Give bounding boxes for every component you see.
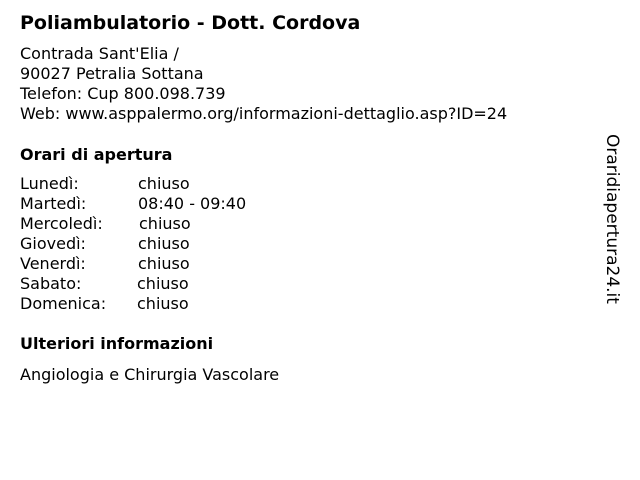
site-watermark: Oraridiapertura24.it [602,134,622,304]
phone-number: Telefon: Cup 800.098.739 [20,84,226,103]
address-block [20,44,507,124]
hours-day: Giovedì: [20,234,86,253]
hours-time: chiuso [137,294,189,313]
website-link[interactable]: Web: www.asppalermo.org/informazioni-dettaglio.asp?ID=24 [20,104,508,123]
opening-hours-heading: Orari di apertura [20,145,173,164]
hours-time: 08:40 - 09:40 [138,194,247,213]
hours-time: chiuso [138,234,190,253]
hours-day: Sabato: [20,274,82,293]
hours-time: chiuso [138,174,190,193]
hours-day: Venerdì: [20,254,86,273]
hours-row-sunday [20,294,189,314]
opening-hours-table [20,174,247,314]
hours-row-saturday [20,274,189,294]
hours-row-thursday [20,234,190,254]
address-street: Contrada Sant'Elia / [20,44,179,63]
hours-day: Lunedì: [20,174,79,193]
hours-time: chiuso [139,214,191,233]
hours-row-friday [20,254,190,274]
further-info-heading: Ulteriori informazioni [20,334,214,353]
hours-row-wednesday [20,214,191,234]
address-city: 90027 Petralia Sottana [20,64,204,83]
further-info-text: Angiologia e Chirurgia Vascolare [20,365,280,384]
hours-day: Domenica: [20,294,107,313]
page-title: Poliambulatorio - Dott. Cordova [20,12,361,34]
hours-time: chiuso [137,274,189,293]
hours-time: chiuso [138,254,190,273]
hours-row-monday [20,174,190,194]
hours-day: Mercoledì: [20,214,103,233]
hours-row-tuesday [20,194,247,214]
hours-day: Martedì: [20,194,87,213]
